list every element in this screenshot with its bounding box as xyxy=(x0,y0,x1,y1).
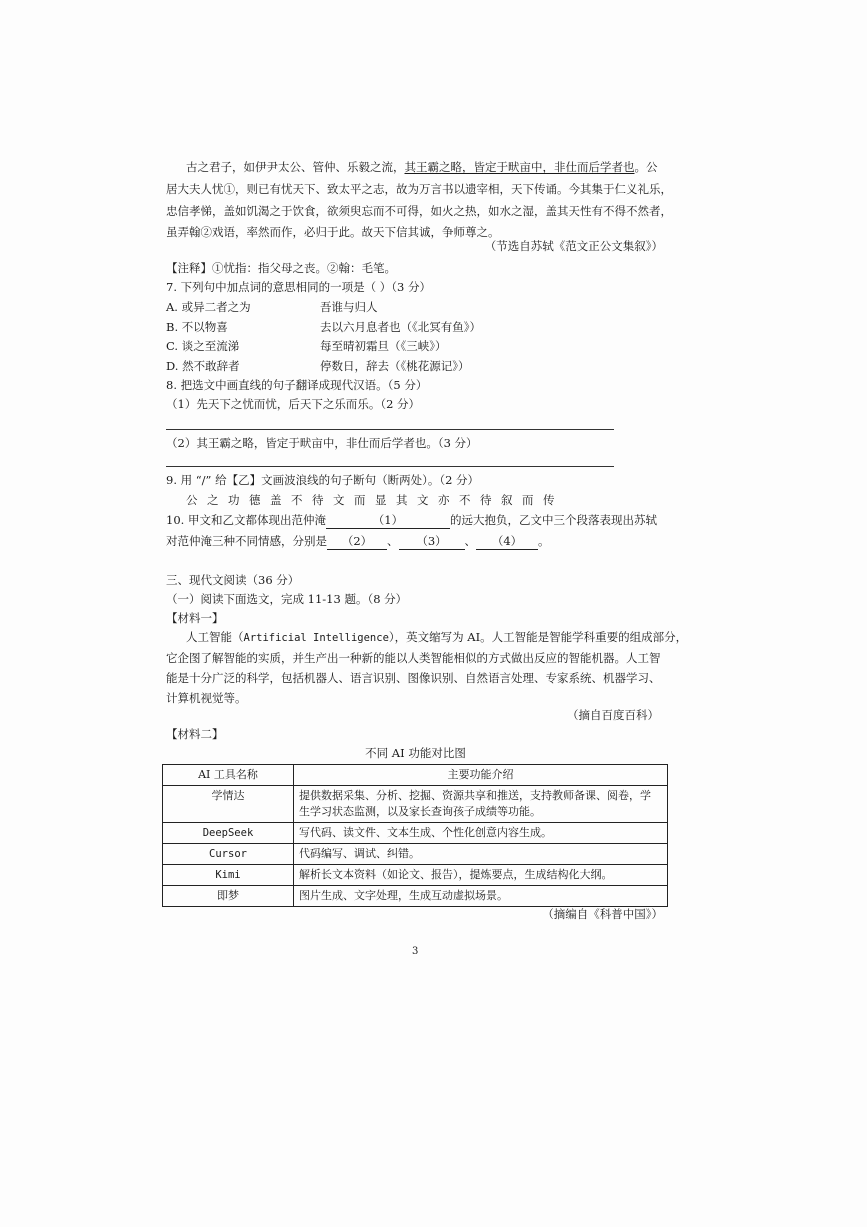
m1-text: ），英文缩写为 AI。人工智能是智能学科重要的组成部分， xyxy=(388,630,688,644)
passage-source: （节选自苏轼《范文正公文集叙》） xyxy=(484,239,663,253)
table-header-row xyxy=(163,765,668,786)
q10-text: 对范仲淹三种不同情感，分别是 xyxy=(166,534,327,548)
question-9-stem: 9. 用 “/” 给【乙】文画波浪线的句子断句（断两处）。（2 分） xyxy=(166,473,480,487)
q10-separator: 、 xyxy=(464,534,476,548)
q7-option-b: B. 不以物喜 xyxy=(166,320,228,334)
q8-sentence-2: （2）其王霸之略，皆定于畎亩中，非仕而后学者也。（3 分） xyxy=(166,436,478,450)
annotation-note: 【注释】①忧指：指父母之丧。②翰：毛笔。 xyxy=(166,261,396,275)
passage-line-4: 虽弄翰②戏语，率然而作，必归于此。故天下信其诚，争师尊之。 xyxy=(166,225,500,239)
answer-line-2[interactable] xyxy=(166,466,614,467)
q7-option-c-compare: 每至晴初霜旦（《三峡》） xyxy=(320,339,447,353)
header-function: 主要功能介绍 xyxy=(294,765,668,786)
passage-line-1 xyxy=(186,159,658,175)
material-1-label: 【材料一】 xyxy=(166,611,224,625)
q7-option-b-compare: 去以六月息者也（《北冥有鱼》） xyxy=(320,320,481,334)
tool-name: 即梦 xyxy=(163,886,294,907)
table-row xyxy=(163,786,668,823)
q10-text: 10. 甲文和乙文都体现出范仲淹 xyxy=(166,513,326,527)
tool-desc: 代码编写、调试、纠错。 xyxy=(294,844,668,865)
tool-name: DeepSeek xyxy=(163,823,294,844)
q7-option-a-compare: 吾谁与归人 xyxy=(320,300,378,314)
material-1-line-1 xyxy=(186,629,687,646)
passage-text: 。公 xyxy=(634,160,658,174)
tool-name: 学情达 xyxy=(163,786,294,823)
page-number: 3 xyxy=(412,946,419,957)
q10-text: 。 xyxy=(538,534,550,548)
tool-desc: 图片生成、文字处理，生成互动虚拟场景。 xyxy=(294,886,668,907)
material-1-line-4: 计算机视觉等。 xyxy=(166,691,247,705)
desc-line: 提供数据采集、分析、挖掘、资源共享和推送，支持教师备课、阅卷，学 xyxy=(299,789,651,802)
question-7-stem: 7. 下列句中加点词的意思相同的一项是（ ）（3 分） xyxy=(166,280,432,294)
q7-option-a: A. 或异二者之为 xyxy=(166,300,251,314)
q10-separator: 、 xyxy=(387,534,399,548)
m1-english-term: Artificial Intelligence xyxy=(243,632,389,644)
tool-name: Cursor xyxy=(163,844,294,865)
q10-text: 的远大抱负，乙文中三个段落表现出苏轼 xyxy=(449,513,657,527)
table-row xyxy=(163,865,668,886)
blank-1[interactable]: （1） xyxy=(326,512,450,529)
section-3-subtitle: （一）阅读下面选文，完成 11-13 题。（8 分） xyxy=(166,592,408,606)
material-1-line-2: 它企图了解智能的实质，并生产出一种新的能以人类智能相似的方式做出反应的智能机器。人工智 xyxy=(166,651,661,665)
table-row xyxy=(163,886,668,907)
passage-line-3: 忠信孝悌，盖如饥渴之于饮食，欲须臾忘而不可得，如火之热，如水之湿，盖其天性有不得不然者， xyxy=(166,204,672,218)
answer-line-1[interactable] xyxy=(166,429,614,430)
blank-4[interactable]: （4） xyxy=(476,533,538,550)
question-10-line-2 xyxy=(166,533,550,550)
desc-line: 生学习状态监测，以及家长查询孩子成绩等功能。 xyxy=(299,805,541,818)
material-2-source: （摘编自《科普中国》） xyxy=(542,907,663,921)
tool-desc: 解析长文本资料（如论文、报告），提炼要点，生成结构化大纲。 xyxy=(294,865,668,886)
q9-sentence: 公之功德盖不待文而显其文亦不待叙而传 xyxy=(186,493,564,507)
q8-sentence-1: （1）先天下之忧而忧，后天下之乐而乐。（2 分） xyxy=(166,397,421,411)
tool-desc xyxy=(294,786,668,823)
question-8-stem: 8. 把选文中画直线的句子翻译成现代汉语。（5 分） xyxy=(166,378,428,392)
ai-comparison-table xyxy=(162,764,668,907)
table-row xyxy=(163,844,668,865)
passage-line-2: 居大夫人忧①，则已有忧天下、致太平之志，故为万言书以遗宰相，天下传诵。今其集于仁义礼乐， xyxy=(166,182,672,196)
q7-option-d: D. 然不敢辞者 xyxy=(166,359,240,373)
question-10-line-1 xyxy=(166,512,657,529)
material-1-source: （摘自百度百科） xyxy=(567,708,659,722)
table-title: 不同 AI 功能对比图 xyxy=(365,746,466,760)
blank-2[interactable]: （2） xyxy=(327,533,387,550)
underlined-sentence: 其王霸之略，皆定于畎亩中，非仕而后学者也 xyxy=(404,160,635,174)
table-row xyxy=(163,823,668,844)
q7-option-d-compare: 停数日，辞去（《桃花源记》） xyxy=(320,359,470,373)
section-3-title: 三、现代文阅读（36 分） xyxy=(166,573,300,587)
material-1-line-3: 能是十分广泛的科学，包括机器人、语言识别、图像识别、自然语言处理、专家系统、机器学习、 xyxy=(166,671,661,685)
passage-text: 古之君子，如伊尹太公、管仲、乐毅之流， xyxy=(186,160,405,174)
m1-text: 人工智能（ xyxy=(186,630,244,644)
material-2-label: 【材料二】 xyxy=(166,727,224,741)
header-tool-name: AI 工具名称 xyxy=(163,765,294,786)
tool-name: Kimi xyxy=(163,865,294,886)
tool-desc: 写代码、读文件、文本生成、个性化创意内容生成。 xyxy=(294,823,668,844)
q7-option-c: C. 谈之至流涕 xyxy=(166,339,240,353)
blank-3[interactable]: （3） xyxy=(399,533,465,550)
